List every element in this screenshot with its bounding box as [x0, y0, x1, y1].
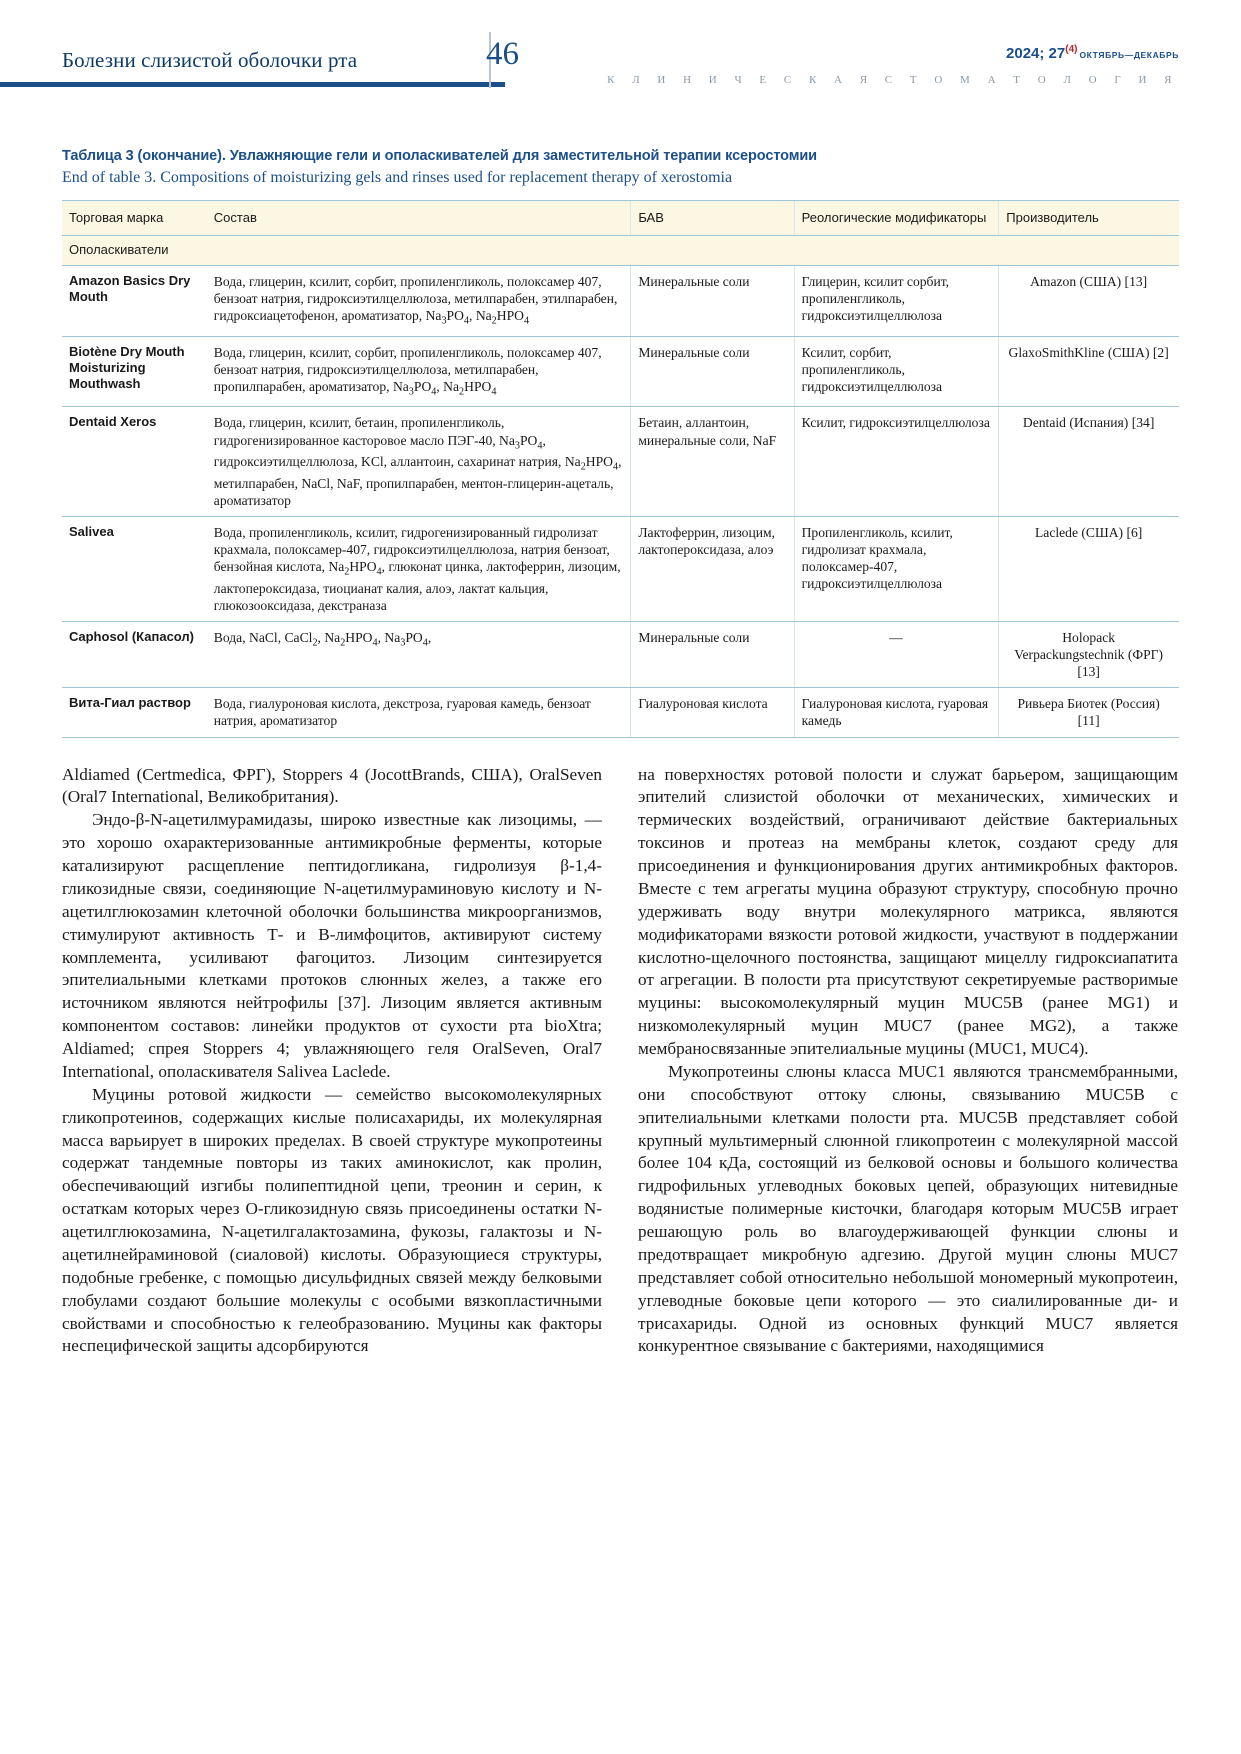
column-header-rheology: Реологические модификаторы — [794, 201, 999, 236]
cell-brand: Dentaid Xeros — [62, 407, 207, 517]
cell-manufacturer: Laclede (США) [6] — [999, 516, 1179, 621]
table-caption-ru: Таблица 3 (окончание). Увлажняющие гели и ополаскивателей для заместительной терапии ксеростомии — [62, 148, 817, 164]
issue-volume: 2024; 27 — [1006, 45, 1066, 62]
cell-rheology: Глицерин, ксилит сорбит, пропиленгликоль, гидроксиэтилцеллюлоза — [794, 265, 999, 336]
issue-info — [1006, 44, 1179, 62]
cell-bav: Минеральные соли — [631, 336, 794, 407]
table-section-row — [62, 236, 1179, 265]
table-header-row — [62, 201, 1179, 236]
cell-composition: Вода, глицерин, ксилит, сорбит, пропиленгликоль, полоксамер 407, бензоат натрия, гидроксиэтилцеллюлоза, метилпарабен, пропилпарабен, ароматизатор, $Na_3PO_4$, $Na_2HPO_4$ — [207, 336, 631, 407]
column-header-bav: БАВ — [631, 201, 794, 236]
cell-rheology: Пропиленгликоль, ксилит, гидролизат крахмала, полоксамер-407, гидроксиэтилцеллюлоза — [794, 516, 999, 621]
right-column — [638, 764, 1178, 1359]
cell-composition: Вода, глицерин, ксилит, сорбит, пропиленгликоль, полоксамер 407, бензоат натрия, гидроксиэтилцеллюлоза, метилпарабен, этилпарабен, гидроксиацетофенон, ароматизатор, $Na_3PO_4$, $Na_2HPO_4$ — [207, 265, 631, 336]
cell-rheology: Гиалуроновая кислота, гуаровая камедь — [794, 688, 999, 737]
cell-manufacturer: Ривьера Биотек (Россия) [11] — [999, 688, 1179, 737]
header-rule — [0, 82, 505, 87]
table-row — [62, 621, 1179, 687]
cell-manufacturer: Amazon (США) [13] — [999, 265, 1179, 336]
cell-manufacturer: Dentaid (Испания) [34] — [999, 407, 1179, 517]
page-number: 46 — [486, 36, 519, 72]
cell-brand: Biotène Dry Mouth Moisturizing Mouthwash — [62, 336, 207, 407]
table-section-label: Ополаскиватели — [62, 236, 1179, 265]
cell-composition: Вода, гиалуроновая кислота, декстроза, гуаровая камедь, бензоат натрия, ароматизатор — [207, 688, 631, 737]
table-row — [62, 336, 1179, 407]
cell-brand: Caphosol (Капасол) — [62, 621, 207, 687]
cell-composition: Вода, NaCl, CaCl$_2$, $Na_2HPO_4$, $Na_3PO_4$, — [207, 621, 631, 687]
issue-number: (4) — [1065, 44, 1078, 55]
paragraph: Мукопротеины слюны класса MUC1 являются трансмембранными, они способствуют оттоку слюны, связыванию MUC5B с эпителиальными клетками полости рта. MUC5B представляет собой крупный мультимерный слюнной гликопротеин с молекулярной массой более 104 кДа, состоящий из белковой основы и большого количества гидрофильных углеводных боковых цепей, образующих нитевидные водянистые полимерные кисточки, благодаря которым MUC5B играет решающую роль во влагоудерживающей функции слюны и предотвращает микробную адгезию. Другой муцин слюны MUC7 представляет собой относительно небольшой мономерный мукопротеин, углеводные боковые цепи которого — это сиалилированные ди- и трисахариды. Одной из основных функций MUC7 является конкурентное связывание с бактериями, находящимися — [638, 1061, 1178, 1356]
cell-rheology: Ксилит, гидроксиэтилцеллюлоза — [794, 407, 999, 517]
paragraph: Муцины ротовой жидкости — семейство высокомолекулярных гликопротеинов, содержащих кислые полисахариды, их молекулярная масса варьирует в широких пределах. В своей структуре мукопротеины содержат тандемные повторы из таких аминокислот, как пролин, обеспечивающий изгибы полипептидной цепи, треонин и серин, к остаткам которых через О-гликозидную связь присоединены остатки N-ацетилглюкозамина, N-ацетилгалактозамина, фукозы, галактозы и N-ацетилнейраминовой (сиаловой) кислоты. Образующиеся структуры, подобные гребенке, с помощью дисульфидных связей между белковыми глобулами создают большие молекулы с особыми вязкопластичными свойствами и способностью к гелеобразованию. Муцины как факторы неспецифической защиты адсорбируются — [62, 1084, 602, 1356]
cell-brand: Amazon Basics Dry Mouth — [62, 265, 207, 336]
table-row — [62, 516, 1179, 621]
cell-bav: Гиалуроновая кислота — [631, 688, 794, 737]
cell-bav: Минеральные соли — [631, 621, 794, 687]
table-caption-en: End of table 3. Compositions of moisturizing gels and rinses used for replacement therapy of xerostomia — [62, 169, 733, 186]
table-row — [62, 265, 1179, 336]
paragraph: Эндо-β-N-ацетилмурамидазы, широко известные как лизоцимы, — это хорошо охарактеризованные антимикробные ферменты, которые катализируют расщепление пептидогликана, гидролизуя β-1,4-гликозидные связи, соединяющие N-ацетилмураминовую кислоту и N-ацетилглюкозамин клеточной оболочки большинства микроорганизмов, стимулируют активность Т- и В-лимфоцитов, активируют систему комплемента, усиливают фагоцитоз. Лизоцим синтезируется эпителиальными клетками протоков слюнных желез, а также его источником являются нейтрофилы [37]. Лизоцим является активным компонентом составов: линейки продуктов от сухости рта bioXtra; Aldiamed; спрея Stoppers 4; увлажняющего геля OralSeven, Oral7 International, ополаскивателя Salivea Laclede. — [62, 810, 602, 1081]
paragraph: Aldiamed (Certmedica, ФРГ), Stoppers 4 (JocottBrands, США), OralSeven (Oral7 International, Великобритания). — [62, 764, 602, 807]
column-header-brand: Торговая марка — [62, 201, 207, 236]
cell-rheology: Ксилит, сорбит, пропиленгликоль, гидроксиэтилцеллюлоза — [794, 336, 999, 407]
running-head: Болезни слизистой оболочки рта — [62, 48, 358, 72]
table-row — [62, 407, 1179, 517]
cell-manufacturer: Holopack Verpackungstechnik (ФРГ) [13] — [999, 621, 1179, 687]
table-row — [62, 688, 1179, 737]
paragraph: на поверхностях ротовой полости и служат барьером, защищающим эпителий слизистой оболочки от механических, химических и термических воздействий, ограничивают действие бактериальных токсинов и протеаз на мембраны клеток, создают среду для присоединения и функционирования других антимикробных факторов. Вместе с тем агрегаты муцина образуют структуру, способную прочно удерживать воду внутри молекулярного матрикса, являются модификаторами вязкости ротовой жидкости, участвуют в поддержании кислотно-щелочного постоянства, защищают мицеллу гидроксиапатита от агрегации. В полости рта присутствуют секретируемые растворимые муцины: высокомолекулярный муцин MUC5B (ранее MG1) и низкомолекулярный муцин MUC7 (ранее MG2), а также мембраносвязанные эпителиальные муцины (MUC1, MUC4). — [638, 764, 1178, 1059]
left-column — [62, 764, 602, 1359]
body-columns — [62, 764, 1179, 1359]
cell-bav: Минеральные соли — [631, 265, 794, 336]
column-header-composition: Состав — [207, 201, 631, 236]
cell-composition: Вода, глицерин, ксилит, бетаин, пропиленгликоль, гидрогенизированное касторовое масло ПЭГ-40, $Na_3PO_4$, гидроксиэтилцеллюлоза, KCl, аллантоин, сахаринат натрия, $Na_2HPO_4$, метилпарабен, NaCl, NaF, пропилпарабен, ментон-глицерин-ацеталь, ароматизатор — [207, 407, 631, 517]
page-header — [62, 0, 1179, 108]
cell-bav: Лактоферрин, лизоцим, лактопероксидаза, алоэ — [631, 516, 794, 621]
cell-rheology: — — [794, 621, 999, 687]
journal-title: К Л И Н И Ч Е С К А Я С Т О М А Т О Л О Г И Я — [607, 74, 1179, 86]
cell-composition: Вода, пропиленгликоль, ксилит, гидрогенизированный гидролизат крахмала, полокcамер-407, гидроксиэтилцеллюлоза, натрия бензоат, бензойная кислота, $Na_2HPO_4$, глюконат цинка, лактоферрин, лизоцим, лактопероксидаза, тиоцианат калия, алоэ, лактат кальция, глюкозооксидаза, декстраназа — [207, 516, 631, 621]
cell-brand: Вита-Гиал раствор — [62, 688, 207, 737]
column-header-manufacturer: Производитель — [999, 201, 1179, 236]
cell-manufacturer: GlaxoSmithKline (США) [2] — [999, 336, 1179, 407]
cell-brand: Salivea — [62, 516, 207, 621]
compositions-table — [62, 200, 1179, 738]
issue-dates: ОКТЯБРЬ—ДЕКАБРЬ — [1079, 50, 1179, 60]
cell-bav: Бетаин, аллантоин, минеральные соли, NaF — [631, 407, 794, 517]
